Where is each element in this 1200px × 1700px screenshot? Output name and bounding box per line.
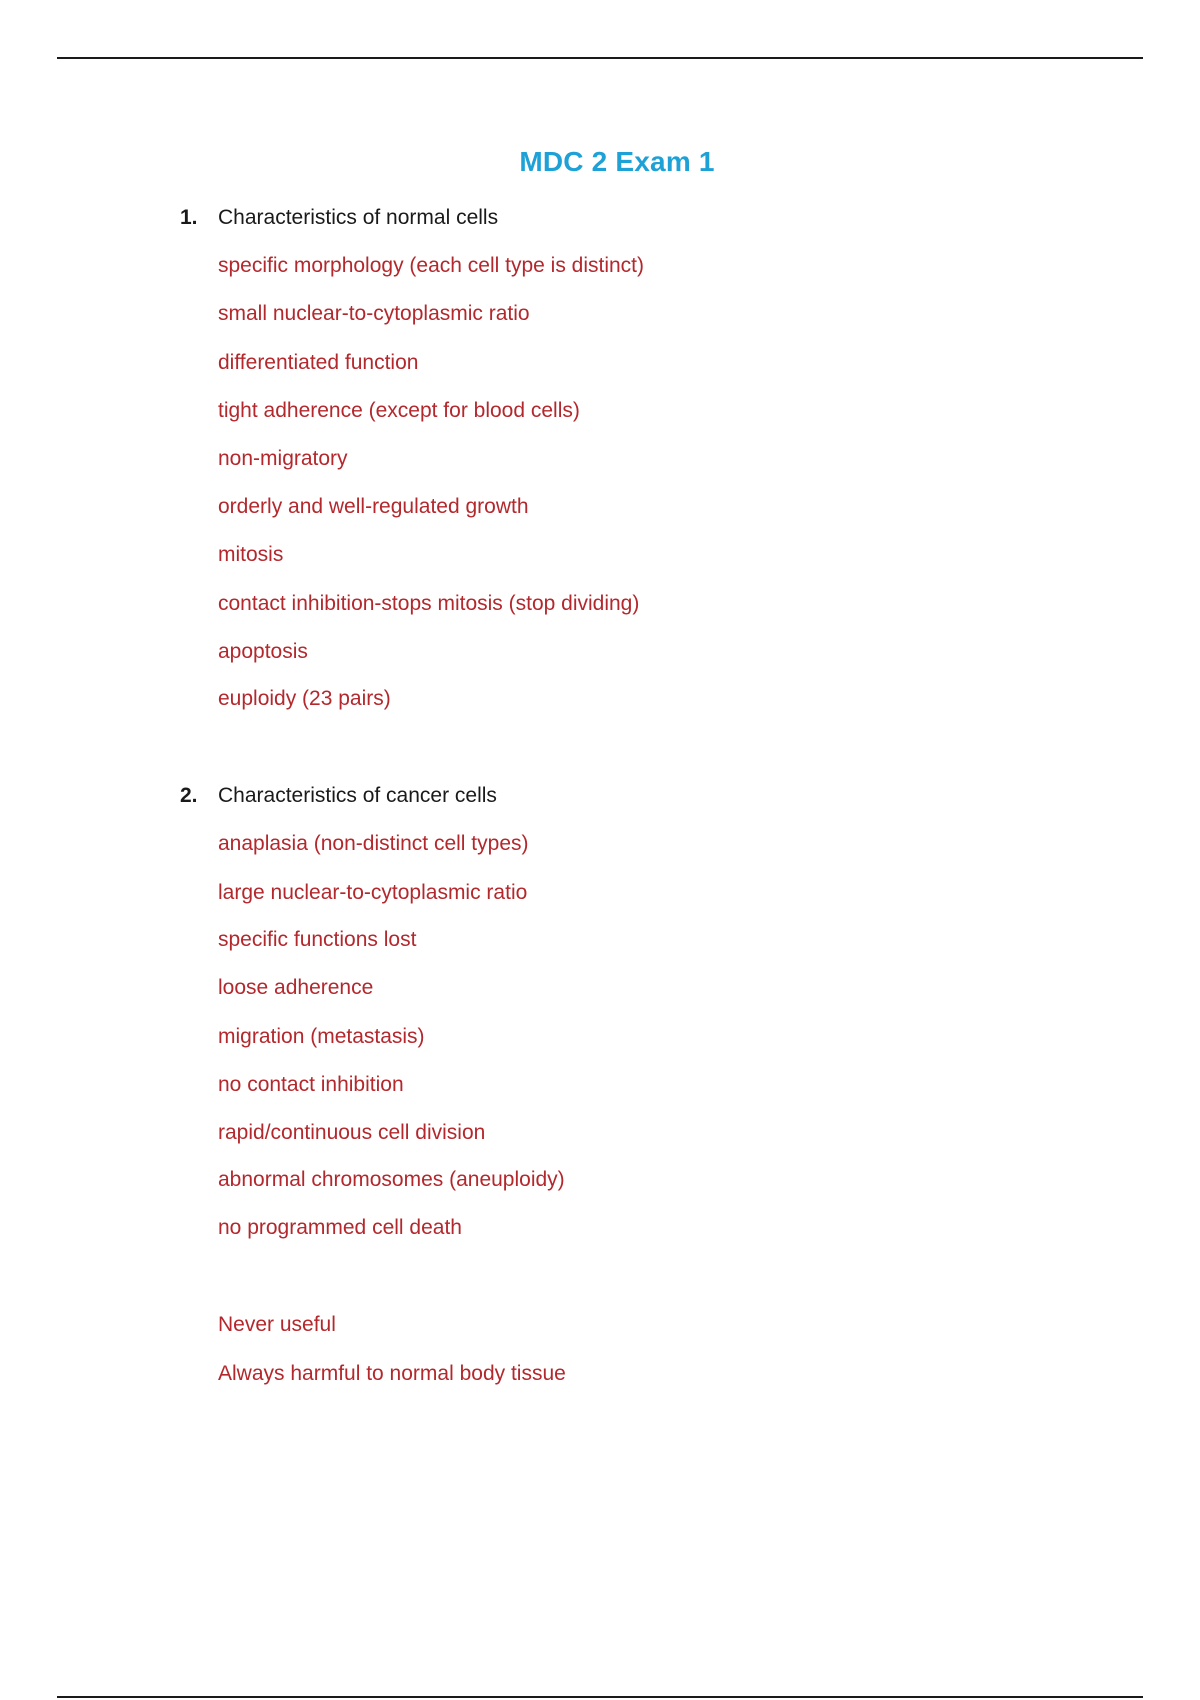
- list-item: specific functions lost: [218, 928, 417, 951]
- document-title: MDC 2 Exam 1: [519, 146, 715, 177]
- list-item: apoptosis: [218, 640, 308, 663]
- list-item: non-migratory: [218, 447, 348, 470]
- list-item: no programmed cell death: [218, 1216, 462, 1239]
- list-item: mitosis: [218, 543, 284, 566]
- bottom-divider: [57, 1696, 1143, 1698]
- list-item: orderly and well-regulated growth: [218, 495, 529, 518]
- list-item: differentiated function: [218, 351, 419, 374]
- section-1-number: 1.: [180, 206, 198, 229]
- list-item: contact inhibition-stops mitosis (stop dividing): [218, 592, 640, 615]
- list-item: tight adherence (except for blood cells): [218, 399, 580, 422]
- section-2-heading: [180, 782, 497, 810]
- section-2-number: 2.: [180, 784, 198, 807]
- section-1-heading: [180, 204, 498, 232]
- list-item: loose adherence: [218, 976, 374, 999]
- list-item: small nuclear-to-cytoplasmic ratio: [218, 302, 530, 325]
- list-item: specific morphology (each cell type is distinct): [218, 254, 645, 277]
- list-item: Always harmful to normal body tissue: [218, 1362, 566, 1385]
- list-item: anaplasia (non-distinct cell types): [218, 832, 529, 855]
- section-1-title: Characteristics of normal cells: [218, 206, 499, 229]
- list-item: Never useful: [218, 1313, 336, 1336]
- section-2-title: Characteristics of cancer cells: [218, 784, 497, 807]
- list-item: no contact inhibition: [218, 1073, 404, 1096]
- list-item: abnormal chromosomes (aneuploidy): [218, 1168, 565, 1191]
- top-divider: [57, 57, 1143, 59]
- list-item: large nuclear-to-cytoplasmic ratio: [218, 881, 528, 904]
- list-item: euploidy (23 pairs): [218, 687, 391, 710]
- list-item: migration (metastasis): [218, 1025, 425, 1048]
- list-item: rapid/continuous cell division: [218, 1121, 486, 1144]
